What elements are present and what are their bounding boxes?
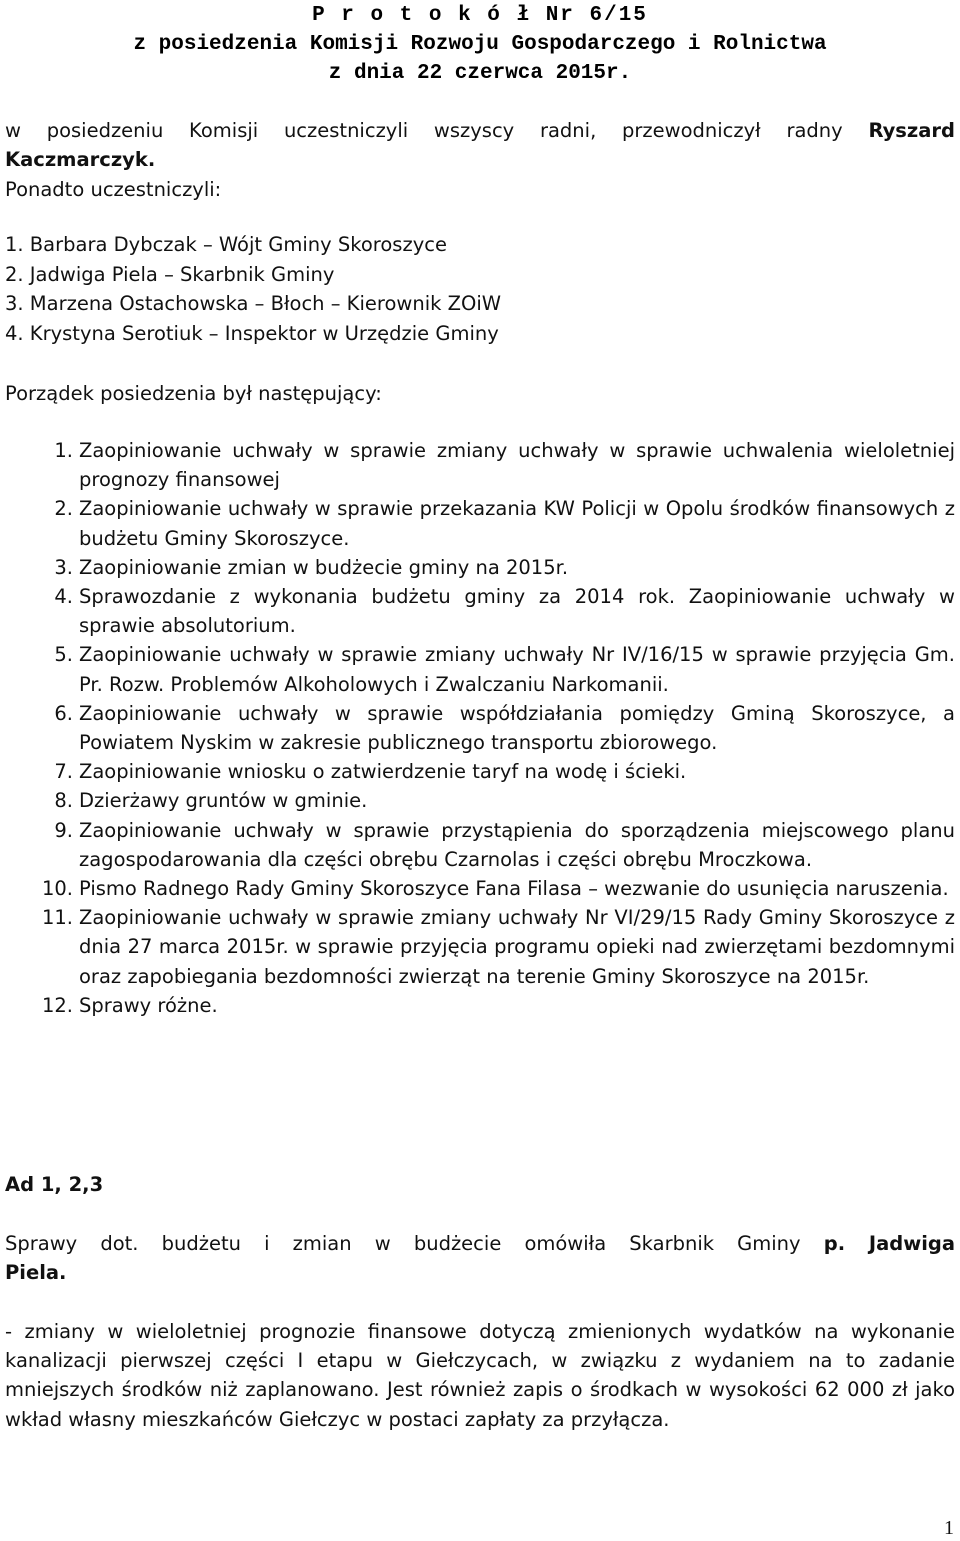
protocol-subtitle: z posiedzenia Komisji Rozwoju Gospodarczego i Rolnictwa [133, 33, 827, 56]
agenda-text: Dzierżawy gruntów w gminie. [79, 789, 368, 813]
attendees-list [5, 230, 501, 348]
agenda-title: Porządek posiedzenia był następujący: [5, 382, 382, 405]
attendee-item: 2. Jadwiga Piela – Skarbnik Gminy [5, 262, 335, 286]
agenda-text: Sprawozdanie z wykonania budżetu gminy za 2014 rok. Zaopiniowanie uchwały w sprawie absolutorium. [79, 585, 955, 638]
budget-paragraph: - zmiany w wieloletniej prognozie finansowe dotyczą zmienionych wydatków na wykonanie kanalizacji pierwszej części I etapu w Giełczycach, w związku z wydaniem na to zadanie mniejszych środków niż zaplanowano. Jest również zapis o środkach w wysokości 62 000 zł jako wkład własny mieszkańców Giełczyc w postaci zapłaty za przyłącza. [5, 1320, 955, 1431]
agenda-item [5, 903, 955, 991]
agenda-text: Zaopiniowanie uchwały w sprawie przystąpienia do sporządzenia miejscowego planu zagospodarowania dla części obrębu Czarnolas i części obrębu Mroczkowa. [79, 818, 955, 871]
agenda-number: 10. [41, 877, 73, 901]
agenda-text: Sprawy różne. [79, 993, 218, 1017]
agenda-text: Zaopiniowanie zmian w budżecie gminy na 2015r. [79, 555, 569, 579]
attendee-item: 4. Krystyna Serotiuk – Inspektor w Urzędzie Gminy [5, 321, 499, 345]
agenda-item [5, 553, 955, 582]
agenda-text: Zaopiniowanie uchwały w sprawie zmiany uchwały w sprawie uchwalenia wieloletniej prognozy finansowej [79, 439, 955, 492]
ad-heading: Ad 1, 2,3 [5, 1173, 104, 1196]
agenda-list [5, 436, 955, 1020]
treasurer-last-name: Piela. [5, 1261, 67, 1284]
agenda-number: 6. [54, 701, 73, 725]
agenda-item [5, 757, 955, 786]
agenda-item [5, 991, 955, 1020]
chair-last-name: Kaczmarczyk. [5, 148, 156, 171]
protocol-date: z dnia 22 czerwca 2015r. [328, 62, 632, 85]
agenda-text: Zaopiniowanie uchwały w sprawie zmiany uchwały Nr IV/16/15 w sprawie przyjęcia Gm. Pr. Rozw. Problemów Alkoholowych i Zwalczaniu Narkomanii. [79, 643, 955, 696]
agenda-item [5, 786, 955, 815]
agenda-number: 1. [54, 439, 73, 462]
agenda-text: Zaopiniowanie wniosku o zatwierdzenie taryf na wodę i ścieki. [79, 760, 687, 784]
agenda-text: Pismo Radnego Rady Gminy Skoroszyce Fana Filasa – wezwanie do usunięcia naruszenia. [79, 877, 949, 901]
protocol-title: P r o t o k ó ł Nr 6/15 [312, 4, 648, 27]
budget-note-text: Sprawy dot. budżetu i zmian w budżecie omówiła Skarbnik Gminy [5, 1232, 801, 1255]
agenda-number: 3. [54, 555, 73, 579]
page-number: 1 [944, 1517, 954, 1539]
agenda-item [5, 582, 955, 640]
agenda-item [5, 494, 955, 552]
agenda-item [5, 640, 955, 698]
agenda-item [5, 874, 955, 903]
agenda-number: 5. [54, 643, 73, 667]
chair-first-name: Ryszard [868, 119, 955, 142]
agenda-text: Zaopiniowanie uchwały w sprawie zmiany uchwały Nr VI/29/15 Rady Gminy Skoroszyce z dnia 27 marca 2015r. w sprawie przyjęcia programu opieki nad zwierzętami bezdomnymi oraz zapobiegania bezdomności zwierząt na terenie Gminy Skoroszyce na 2015r. [79, 906, 955, 988]
agenda-number: 11. [41, 906, 73, 930]
agenda-number: 12. [41, 993, 73, 1017]
attendees-label: Ponadto uczestniczyli: [5, 178, 222, 201]
treasurer-first-name: p. Jadwiga [823, 1232, 956, 1255]
agenda-text: Zaopiniowanie uchwały w sprawie współdziałania pomiędzy Gminą Skoroszyce, a Powiatem Nyskim w zakresie publicznego transportu zbiorowego. [79, 701, 955, 755]
budget-note-line [5, 1229, 955, 1287]
agenda-item [5, 699, 955, 757]
agenda-number: 7. [54, 760, 73, 784]
agenda-number: 4. [54, 585, 73, 609]
intro-text: w posiedzeniu Komisji uczestniczyli wszyscy radni, przewodniczył radny [5, 119, 843, 142]
attendee-item: 1. Barbara Dybczak – Wójt Gminy Skoroszyce [5, 233, 447, 256]
attendee-item: 3. Marzena Ostachowska – Błoch – Kierownik ZOiW [5, 292, 502, 315]
agenda-number: 2. [54, 497, 73, 521]
agenda-item [5, 436, 955, 494]
agenda-number: 9. [54, 818, 73, 842]
agenda-item [5, 816, 955, 874]
agenda-number: 8. [54, 789, 73, 813]
agenda-text: Zaopiniowanie uchwały w sprawie przekazania KW Policji w Opolu środków finansowych z budżetu Gminy Skoroszyce. [79, 497, 955, 550]
